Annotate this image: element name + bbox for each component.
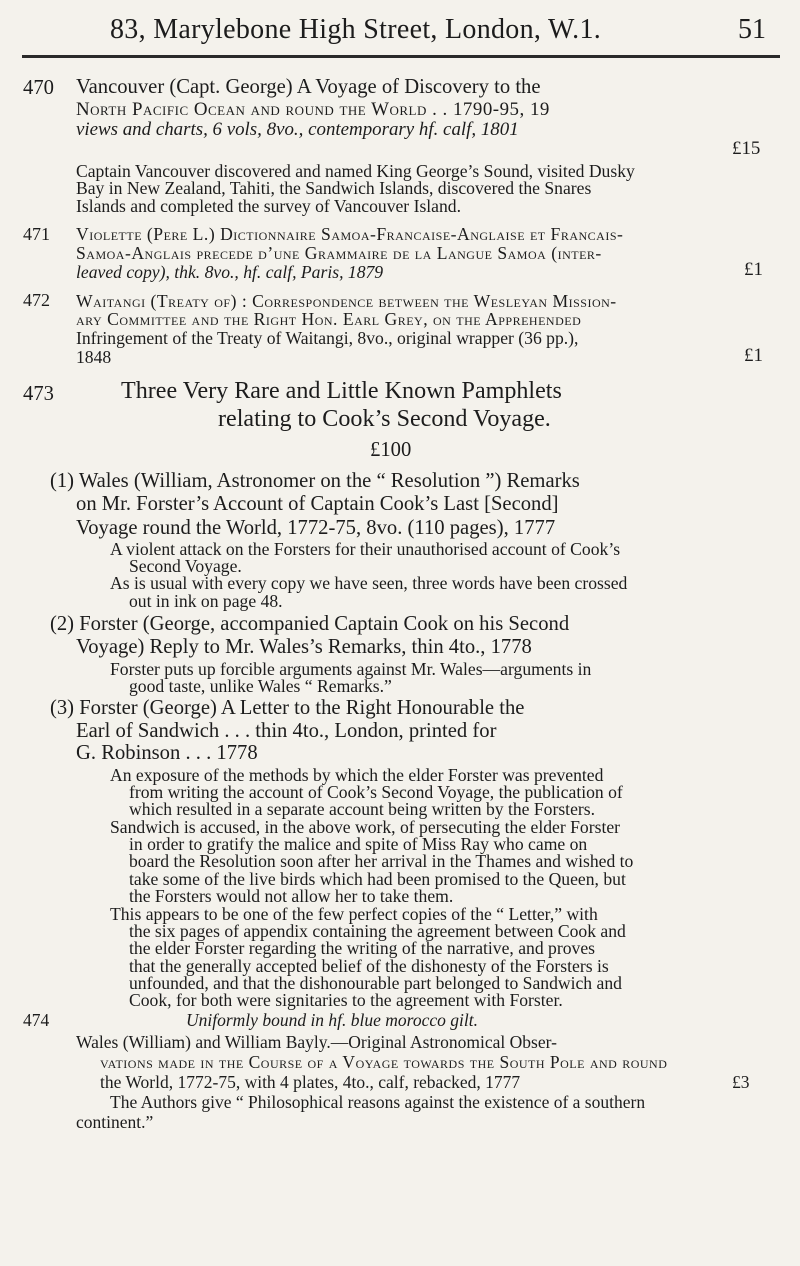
pamphlet-description-line: take some of the live birds which had been promised to the Queen, but — [129, 868, 626, 889]
pamphlet-description-line: Forster puts up forcible arguments against Mr. Wales—arguments in — [110, 658, 592, 679]
pamphlet-title-line: Voyage) Reply to Mr. Wales’s Remarks, thin 4to., 1778 — [76, 636, 532, 659]
pamphlet-description-line: Cook, for both were signitaries to the agreement with Forster. — [129, 990, 563, 1011]
entry-title-line: views and charts, 6 vols, 8vo., contemporary hf. calf, 1801 — [76, 118, 519, 140]
pamphlet-description-line: in order to gratify the malice and spite of Miss Ray who came on — [129, 834, 588, 855]
pamphlet-title-line: (3) Forster (George) A Letter to the Right Honourable the — [50, 697, 525, 720]
pamphlet-description-line: Sandwich is accused, in the above work, of persecuting the elder Forster — [110, 816, 621, 837]
entry-number: 474 — [23, 1010, 50, 1031]
entry-title-line: vations made in the Course of a Voyage towards the South Pole and round — [100, 1052, 668, 1073]
pamphlet-description-line: the Forsters would not allow her to take them. — [129, 886, 454, 907]
entry-title-line: leaved copy), thk. 8vo., hf. calf, Paris, 1879 — [76, 262, 384, 283]
entry-number: 472 — [23, 290, 51, 311]
entry-price: £100 — [370, 438, 412, 461]
pamphlet-title-line: Voyage round the World, 1772-75, 8vo. (110 pages), 1777 — [76, 517, 556, 540]
pamphlet-description-line: out in ink on page 48. — [129, 590, 283, 611]
entry-title-line: Samoa-Anglais precede d’une Grammaire de la Langue Samoa (inter- — [76, 243, 602, 264]
entry-title-line: the World, 1772-75, with 4 plates, 4to., calf, rebacked, 1777 — [100, 1072, 521, 1093]
entry-price: £3 — [732, 1072, 750, 1093]
entry-title-line: Waitangi (Treaty of) : Correspondence between the Wesleyan Mission- — [76, 290, 617, 311]
page-header-address: 83, Marylebone High Street, London, W.1. — [110, 14, 602, 45]
pamphlet-description-line: that the generally accepted belief of the dishonesty of the Forsters is — [129, 955, 609, 976]
pamphlet-description-line: unfounded, and that the dishonourable part belonged to Sandwich and — [129, 973, 622, 994]
entry-title-line: Infringement of the Treaty of Waitangi, 8vo., original wrapper (36 pp.), — [76, 328, 579, 349]
header-rule — [22, 55, 780, 58]
pamphlet-description-line: An exposure of the methods by which the elder Forster was prevented — [110, 764, 604, 785]
entry-title-line: 1848 — [76, 347, 112, 368]
pamphlet-title-line: on Mr. Forster’s Account of Captain Cook’s Last [Second] — [76, 493, 559, 516]
entry-description-line: Islands and completed the survey of Vancouver Island. — [76, 195, 462, 216]
entry-price: £1 — [744, 259, 763, 281]
entry-description-line: Bay in New Zealand, Tahiti, the Sandwich Islands, discovered the Snares — [76, 178, 592, 199]
page-header — [0, 0, 800, 50]
pamphlet-description-line: As is usual with every copy we have seen, three words have been crossed — [110, 573, 628, 594]
pamphlet-description-line: board the Resolution soon after her arrival in the Thames and wished to — [129, 851, 634, 872]
entry-title-line: Violette (Pere L.) Dictionnaire Samoa-Francaise-Anglaise et Francais- — [76, 224, 624, 245]
entry-title-line: ary Committee and the Right Hon. Earl Grey, on the Apprehended — [76, 309, 582, 330]
entry-title-line: North Pacific Ocean and round the World . . 1790-95, 19 — [76, 99, 550, 121]
entry-title-line: Wales (William) and William Bayly.—Original Astronomical Obser- — [76, 1032, 557, 1053]
pamphlet-description-line: This appears to be one of the few perfect copies of the “ Letter,” with — [110, 903, 598, 924]
binding-note: Uniformly bound in hf. blue morocco gilt. — [186, 1010, 478, 1031]
pamphlet-title-line: (2) Forster (George, accompanied Captain Cook on his Second — [50, 613, 570, 636]
pamphlet-description-line: which resulted in a separate account being written by the Forsters. — [129, 799, 596, 820]
pamphlet-title-line: (1) Wales (William, Astronomer on the “ Resolution ”) Remarks — [50, 469, 580, 492]
section-heading: Three Very Rare and Little Known Pamphlets — [121, 378, 562, 405]
pamphlet-description-line: A violent attack on the Forsters for their unauthorised account of Cook’s — [110, 538, 621, 559]
pamphlet-description-line: the elder Forster regarding the writing of the narrative, and proves — [129, 938, 595, 959]
entry-number: 470 — [23, 76, 54, 99]
entry-description-line: The Authors give “ Philosophical reasons against the existence of a southern — [110, 1092, 646, 1113]
entry-price: £15 — [732, 138, 761, 160]
pamphlet-description-line: the six pages of appendix containing the agreement between Cook and — [129, 920, 626, 941]
pamphlet-description-line: from writing the account of Cook’s Second Voyage, the publication of — [129, 781, 623, 802]
entry-price: £1 — [744, 344, 763, 366]
pamphlet-title-line: Earl of Sandwich . . . thin 4to., London, printed for — [76, 720, 497, 743]
entry-description-line: continent.” — [76, 1112, 154, 1133]
page-number: 51 — [738, 14, 766, 45]
entry-number: 473 — [23, 383, 54, 406]
section-heading: relating to Cook’s Second Voyage. — [218, 406, 551, 432]
entry-description-line: Captain Vancouver discovered and named King George’s Sound, visited Dusky — [76, 160, 635, 181]
pamphlet-description-line: good taste, unlike Wales “ Remarks.” — [129, 676, 392, 697]
entry-number: 471 — [23, 223, 51, 244]
pamphlet-description-line: Second Voyage. — [129, 555, 242, 576]
pamphlet-title-line: G. Robinson . . . 1778 — [76, 742, 258, 765]
entry-title-line: Vancouver (Capt. George) A Voyage of Discovery to the — [76, 76, 541, 99]
